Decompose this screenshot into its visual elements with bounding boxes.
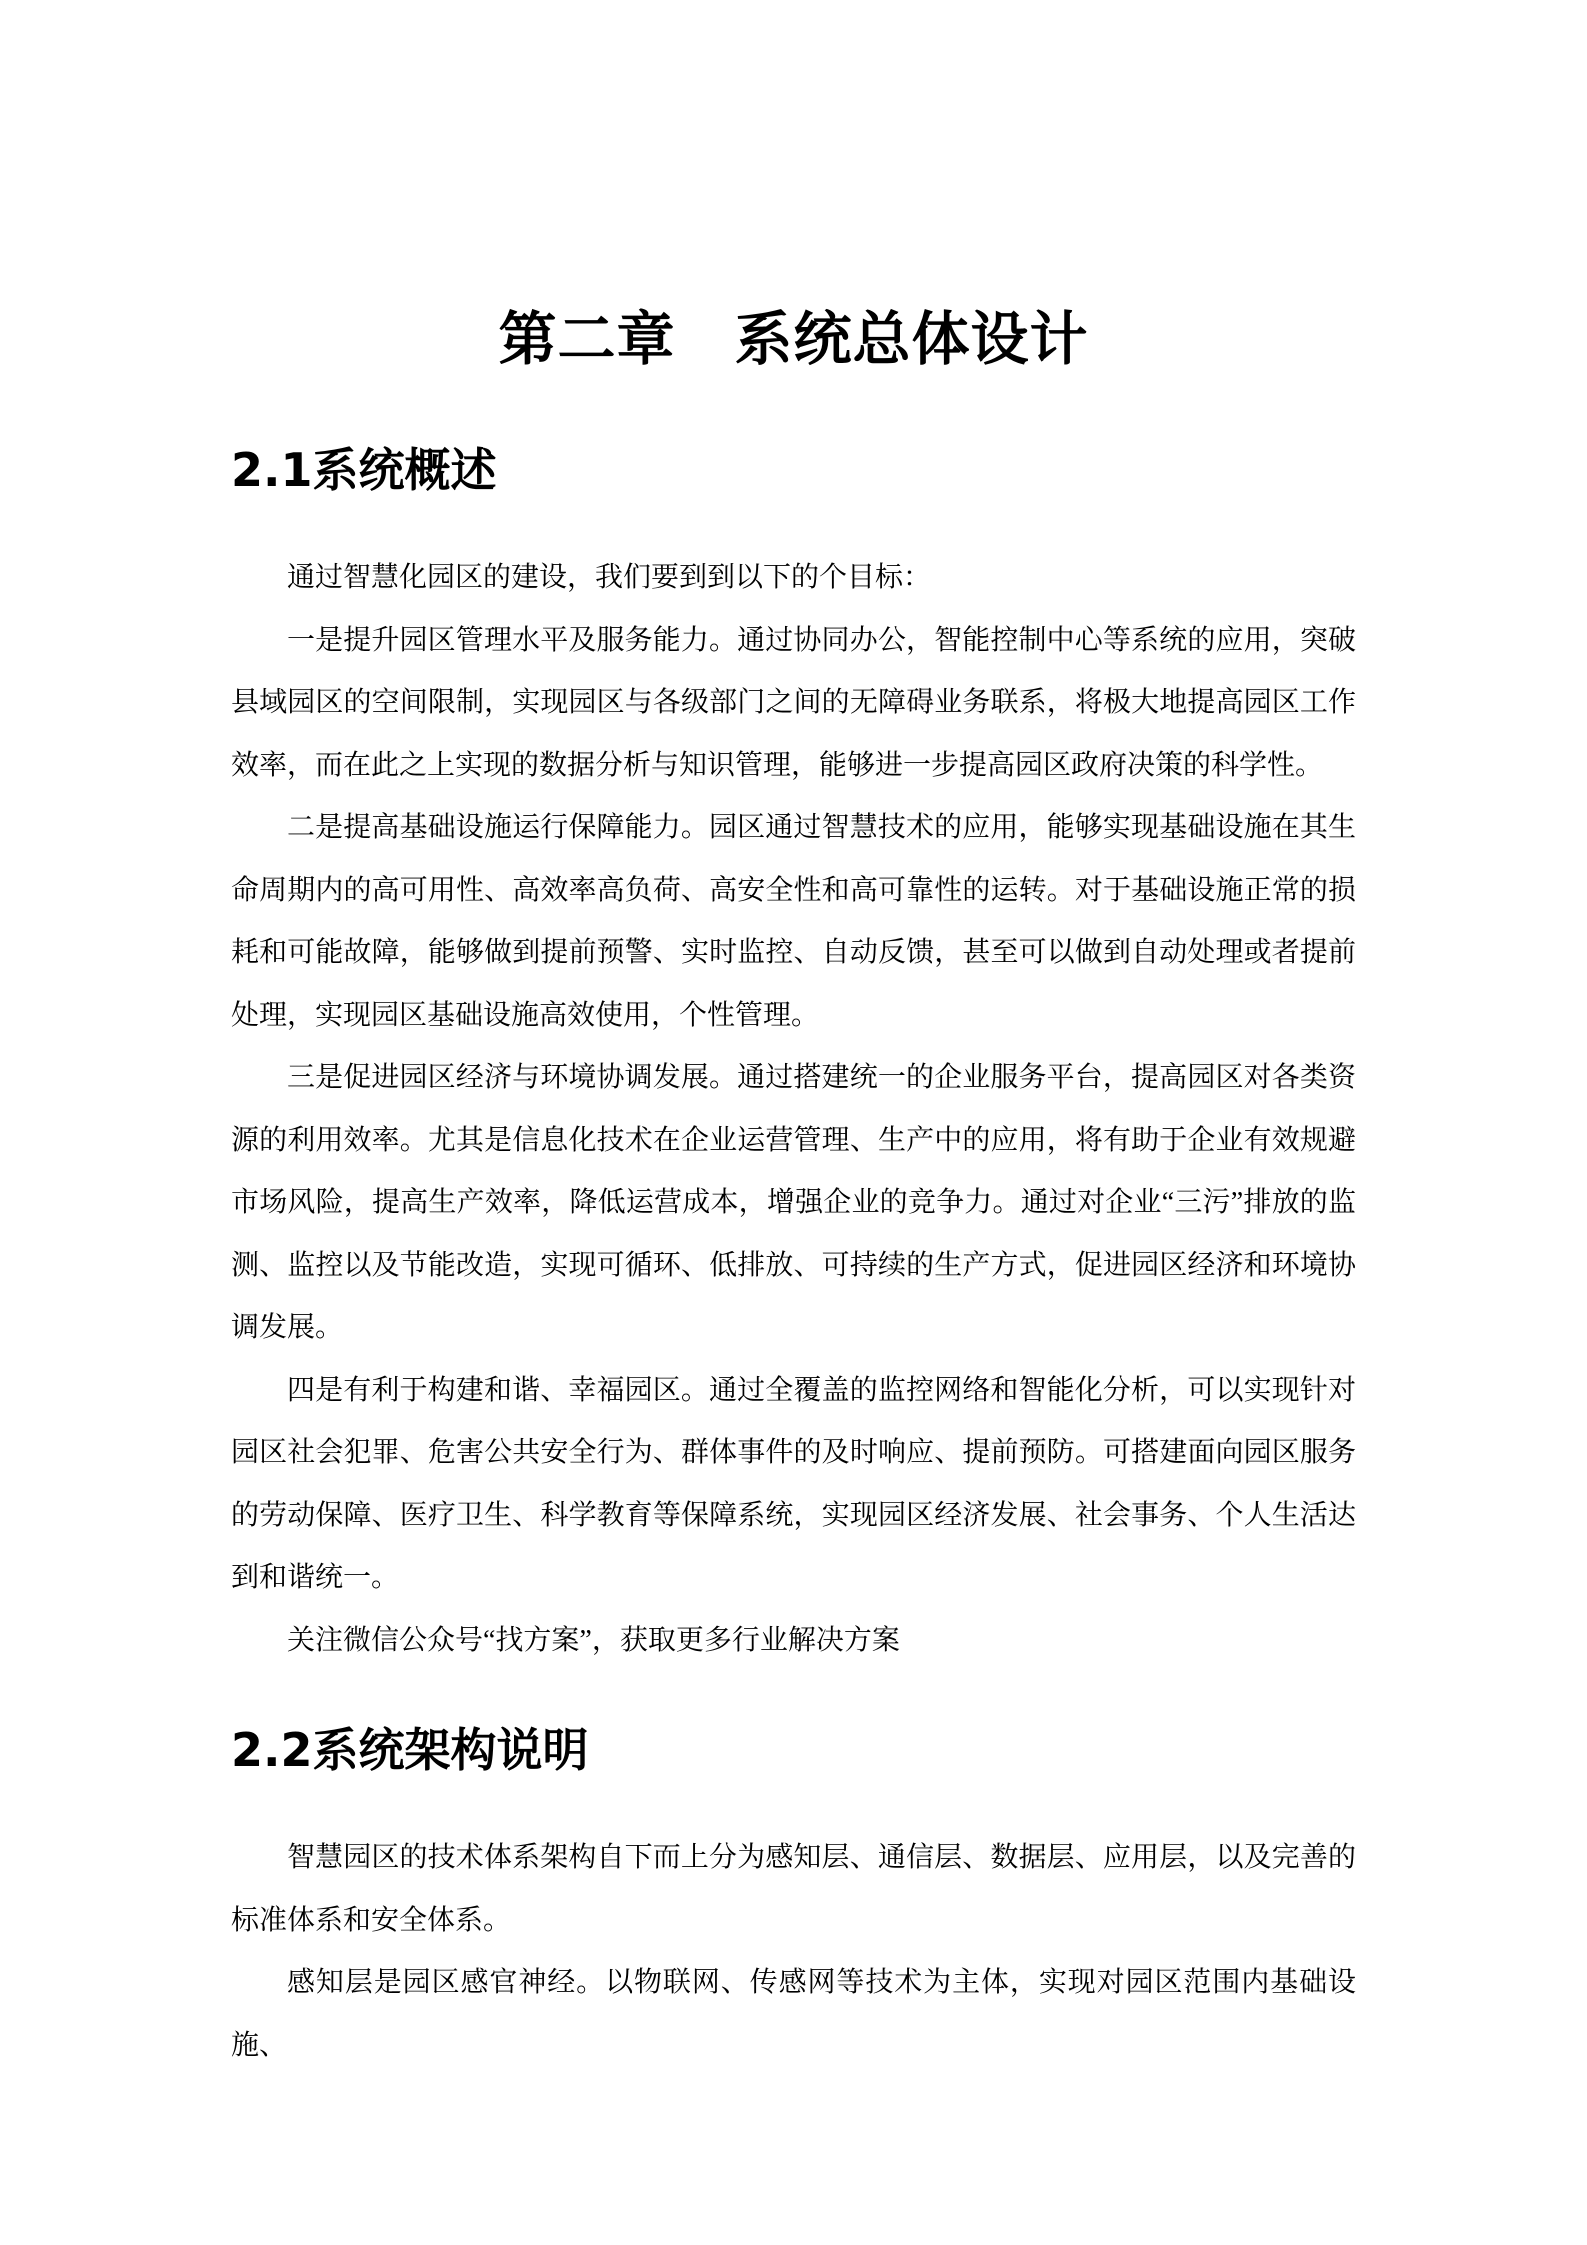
chapter-title: 第二章 系统总体设计 bbox=[498, 307, 1089, 372]
section-title: 系统架构说明 bbox=[312, 1725, 589, 1776]
section-heading bbox=[231, 1720, 1356, 1781]
paragraph: 一是提升园区管理水平及服务能力。通过协同办公，智能控制中心等系统的应用，突破县域园区的空间限制，实现园区与各级部门之间的无障碍业务联系，将极大地提高园区工作效率，而在此之上实现的数据分析与知识管理，能够进一步提高园区政府决策的科学性。 bbox=[231, 624, 1356, 781]
section-paragraphs bbox=[231, 1827, 1356, 2077]
section bbox=[231, 1720, 1356, 2077]
section-number: 2.1 bbox=[231, 443, 313, 497]
paragraph: 通过智慧化园区的建设，我们要到到以下的个目标： bbox=[287, 562, 932, 593]
section-paragraphs bbox=[231, 547, 1356, 1672]
paragraph: 三是促进园区经济与环境协调发展。通过搭建统一的企业服务平台，提高园区对各类资源的利用效率。尤其是信息化技术在企业运营管理、生产中的应用，将有助于企业有效规避市场风险，提高生产效率，降低运营成本，增强企业的竞争力。通过对企业“三污”排放的监测、监控以及节能改造，实现可循环、低排放、可持续的生产方式，促进园区经济和环境协调发展。 bbox=[231, 1062, 1356, 1343]
paragraph: 二是提高基础设施运行保障能力。园区通过智慧技术的应用，能够实现基础设施在其生命周期内的高可用性、高效率高负荷、高安全性和高可靠性的运转。对于基础设施正常的损耗和可能故障，能够做到提前预警、实时监控、自动反馈，甚至可以做到自动处理或者提前处理，实现园区基础设施高效使用，个性管理。 bbox=[231, 812, 1356, 1031]
paragraph: 四是有利于构建和谐、幸福园区。通过全覆盖的监控网络和智能化分析，可以实现针对园区社会犯罪、危害公共安全行为、群体事件的及时响应、提前预防。可搭建面向园区服务的劳动保障、医疗卫生、科学教育等保障系统，实现园区经济发展、社会事务、个人生活达到和谐统一。 bbox=[231, 1374, 1356, 1593]
section-number: 2.2 bbox=[231, 1723, 313, 1777]
document-body bbox=[231, 440, 1356, 2077]
section-title: 系统概述 bbox=[312, 445, 497, 496]
paragraph: 感知层是园区感官神经。以物联网、传感网等技术为主体，实现对园区范围内基础设施、 bbox=[231, 1967, 1356, 2061]
section-heading bbox=[231, 440, 1356, 501]
section bbox=[231, 440, 1356, 1672]
paragraph: 智慧园区的技术体系架构自下而上分为感知层、通信层、数据层、应用层，以及完善的标准体系和安全体系。 bbox=[231, 1842, 1356, 1936]
paragraph: 关注微信公众号“找方案”，获取更多行业解决方案 bbox=[287, 1624, 900, 1656]
